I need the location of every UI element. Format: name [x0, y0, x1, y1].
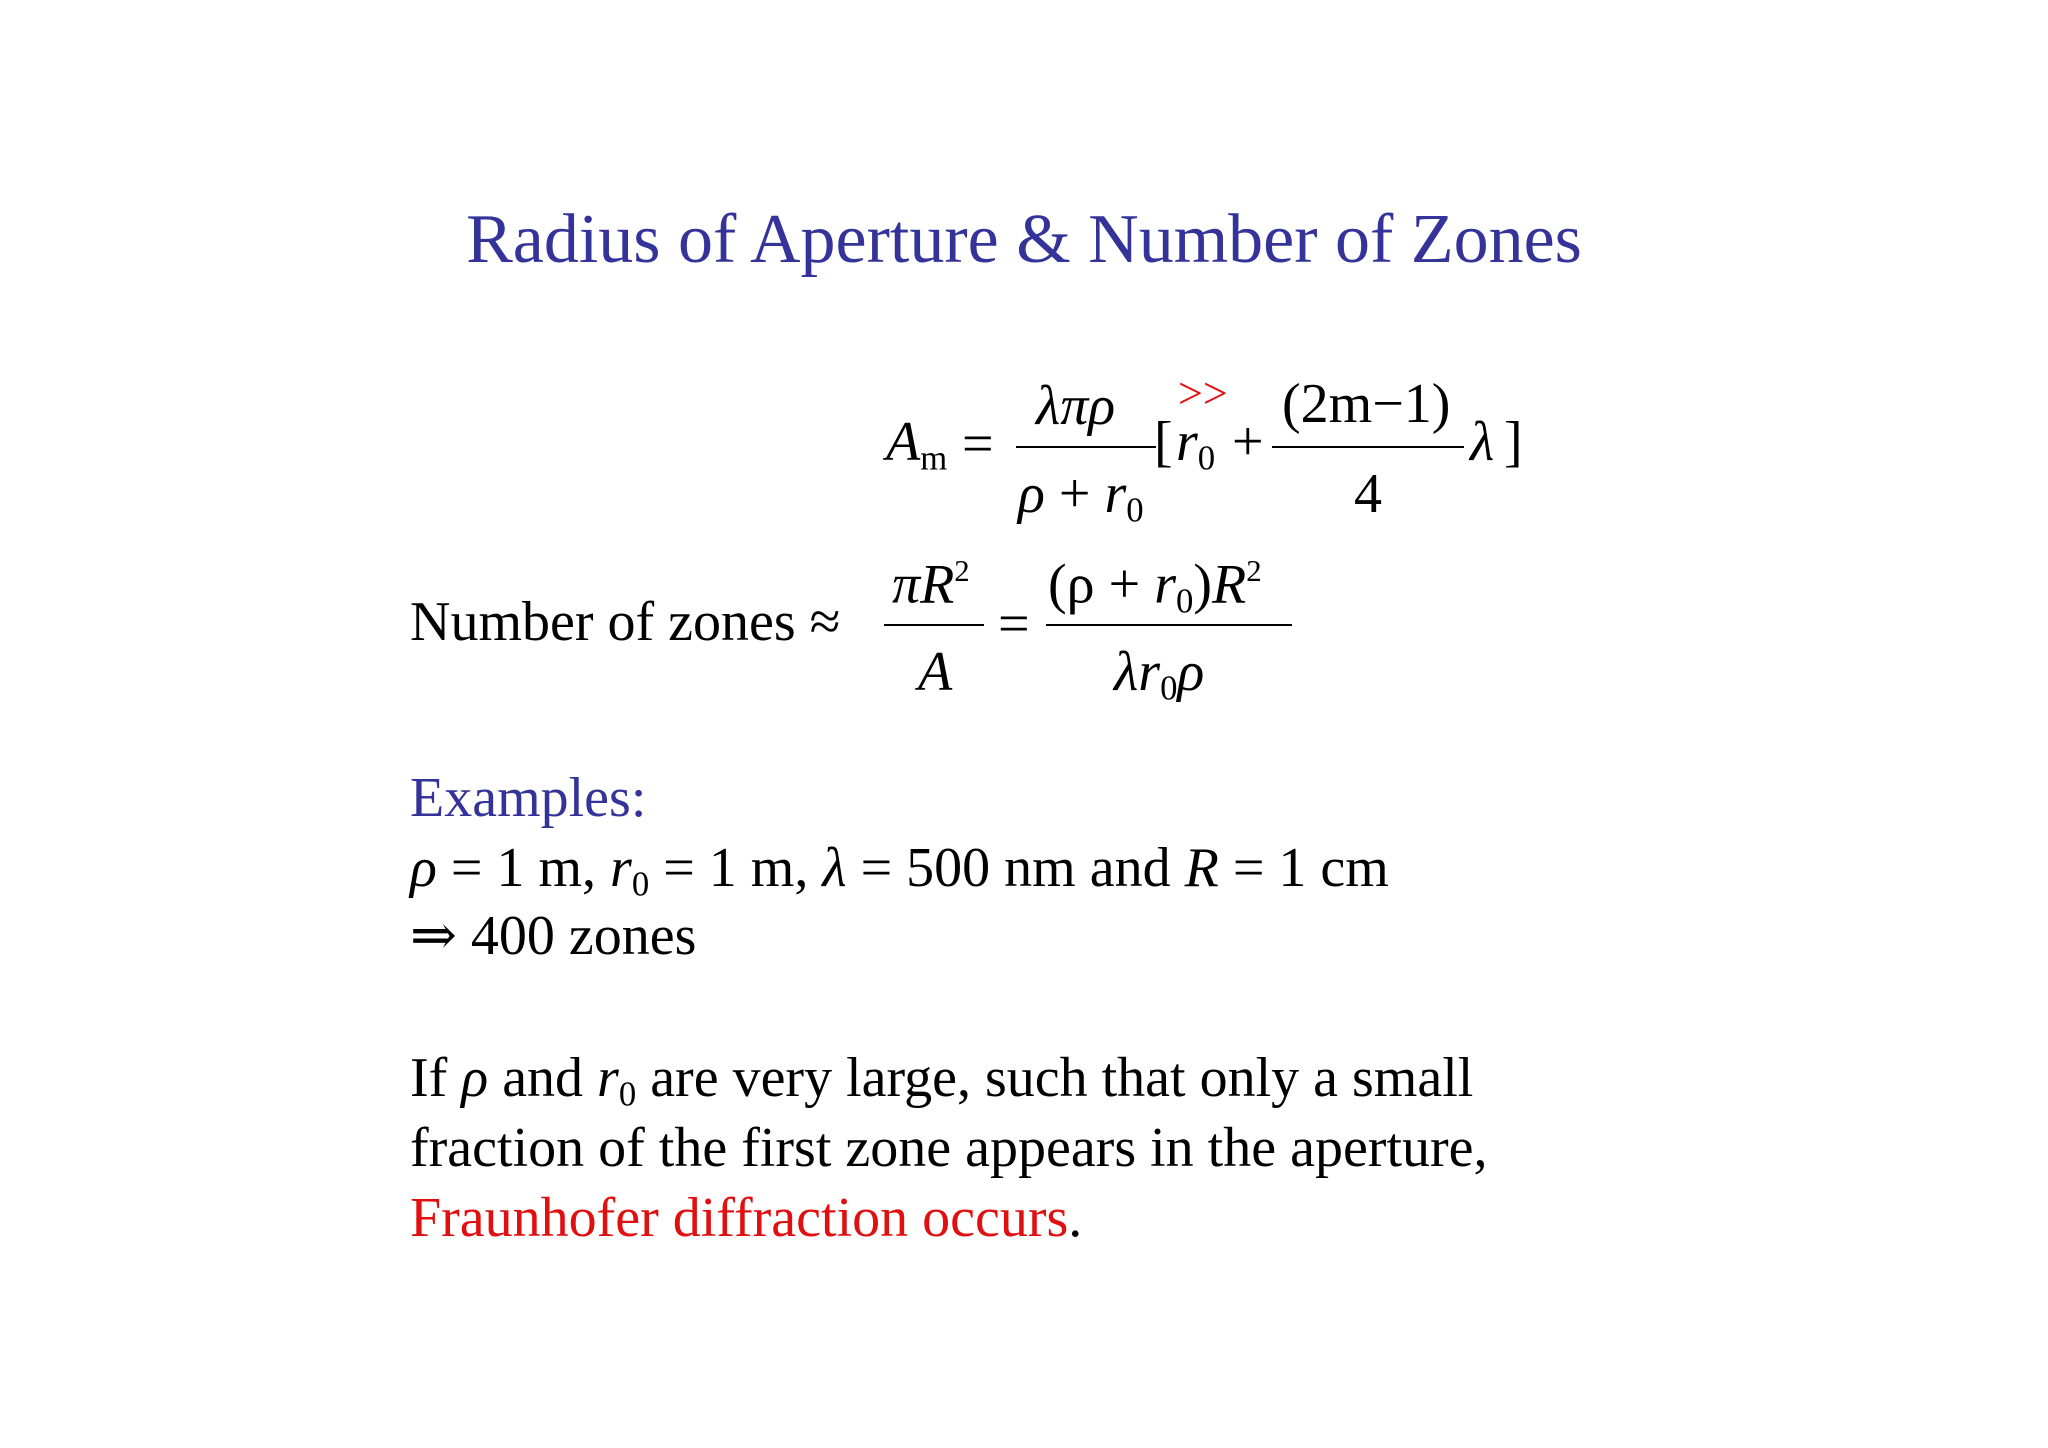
eq2-label: Number of zones ≈ [410, 591, 841, 653]
eq1-equals: = [962, 413, 994, 475]
examples-values: ρ = 1 m, $r_0 = 1$ m, λ = 500 nm and R = 1 cm [410, 837, 1389, 904]
fraunhofer-highlight: Fraunhofer diffraction occurs [410, 1187, 1069, 1249]
eq1-fraction-bar [1016, 446, 1156, 448]
eq1-lhs: $A_m$ [886, 411, 948, 478]
eq2-equals: = [998, 593, 1030, 655]
eq2-frac2-bar [1046, 624, 1292, 626]
eq2-frac1-bar [884, 624, 984, 626]
examples-result: ⇒ 400 zones [410, 905, 697, 967]
eq1-frac2-denominator: 4 [1354, 463, 1382, 525]
conclusion-line-2: fraction of the first zone appears in the aperture, [410, 1117, 1488, 1179]
slide-title: Radius of Aperture & Number of Zones [466, 201, 1582, 278]
eq1-bracket-close: ] [1504, 411, 1523, 473]
eq1-r0: $r_0$ [1176, 411, 1216, 478]
eq2-frac2-numerator: $(\rho + r_0)R^2$ [1048, 553, 1262, 621]
eq1-plus: + [1232, 411, 1264, 473]
eq2-frac1-denominator: A [918, 641, 953, 703]
examples-heading: Examples: [410, 767, 647, 829]
eq1-denominator: $\rho + r_0$ [1018, 463, 1144, 530]
eq1-frac2-bar [1272, 446, 1464, 448]
eq2-frac2-denominator: $\lambda r_0\rho$ [1114, 641, 1205, 708]
eq1-frac2-numerator: (2m−1) [1282, 373, 1451, 435]
eq1-numerator: λπρ [1036, 375, 1116, 437]
eq2-frac1-numerator: $\pi R^2$ [892, 553, 970, 616]
eq1-annotation: >> [1178, 369, 1228, 418]
conclusion-line-3: Fraunhofer diffraction occurs. [410, 1187, 1083, 1249]
eq1-lambda: λ [1470, 411, 1495, 473]
conclusion-line-1: If ρ and $r_0$ are very large, such that only a small [410, 1047, 1474, 1114]
eq1-bracket-open: [ [1154, 411, 1173, 473]
